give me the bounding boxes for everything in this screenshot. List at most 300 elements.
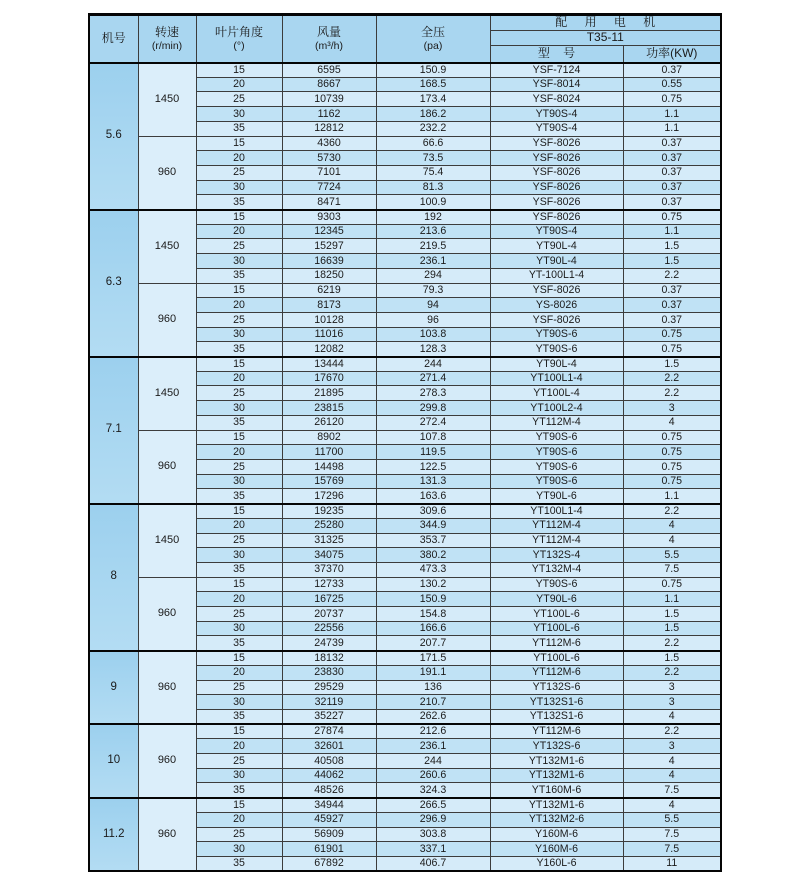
- angle-cell: 15: [196, 136, 282, 151]
- power-cell: 7.5: [623, 562, 721, 577]
- angle-cell: 30: [196, 768, 282, 783]
- spec-table-body: [89, 63, 721, 872]
- flow-cell: 45927: [282, 812, 376, 827]
- power-cell: 7.5: [623, 842, 721, 857]
- pressure-cell: 212.6: [376, 724, 490, 739]
- angle-cell: 20: [196, 445, 282, 460]
- machine-cell: 9: [89, 651, 138, 725]
- flow-cell: 21895: [282, 386, 376, 401]
- model-cell: YT100L1-4: [490, 504, 623, 519]
- flow-cell: 32119: [282, 695, 376, 710]
- power-cell: 0.75: [623, 474, 721, 489]
- pressure-cell: 150.9: [376, 592, 490, 607]
- model-cell: YSF-8026: [490, 195, 623, 210]
- angle-cell: 35: [196, 415, 282, 430]
- flow-cell: 11016: [282, 327, 376, 342]
- power-cell: 0.55: [623, 77, 721, 92]
- pressure-cell: 166.6: [376, 621, 490, 636]
- model-cell: YT90S-6: [490, 459, 623, 474]
- model-cell: YT132M1-6: [490, 754, 623, 769]
- col-header-pressure-unit: (pa): [423, 39, 443, 52]
- table-row: [89, 430, 721, 445]
- model-cell: YT132M1-6: [490, 798, 623, 813]
- power-cell: 1.1: [623, 224, 721, 239]
- pressure-cell: 192: [376, 210, 490, 225]
- power-cell: 1.5: [623, 607, 721, 622]
- col-header-model: 型 号: [490, 46, 623, 63]
- model-cell: YSF-8026: [490, 283, 623, 298]
- power-cell: 1.5: [623, 621, 721, 636]
- pressure-cell: 94: [376, 298, 490, 313]
- pressure-cell: 128.3: [376, 342, 490, 357]
- angle-cell: 35: [196, 709, 282, 724]
- power-cell: 0.37: [623, 195, 721, 210]
- power-cell: 1.5: [623, 357, 721, 372]
- angle-cell: 15: [196, 210, 282, 225]
- flow-cell: 12082: [282, 342, 376, 357]
- flow-cell: 31325: [282, 533, 376, 548]
- pressure-cell: 324.3: [376, 783, 490, 798]
- angle-cell: 30: [196, 401, 282, 416]
- angle-cell: 30: [196, 548, 282, 563]
- motor-series-label: T35-11: [490, 31, 721, 46]
- flow-cell: 17670: [282, 371, 376, 386]
- pressure-cell: 191.1: [376, 665, 490, 680]
- col-header-power: 功率(KW): [623, 46, 721, 63]
- angle-cell: 15: [196, 63, 282, 78]
- machine-cell: 10: [89, 724, 138, 798]
- angle-cell: 25: [196, 680, 282, 695]
- flow-cell: 34075: [282, 548, 376, 563]
- power-cell: 3: [623, 401, 721, 416]
- model-cell: YT90S-4: [490, 224, 623, 239]
- power-cell: 1.1: [623, 107, 721, 122]
- flow-cell: 15297: [282, 239, 376, 254]
- model-cell: YT132S-4: [490, 548, 623, 563]
- flow-cell: 56909: [282, 827, 376, 842]
- flow-cell: 8902: [282, 430, 376, 445]
- power-cell: 0.37: [623, 136, 721, 151]
- flow-cell: 27874: [282, 724, 376, 739]
- angle-cell: 25: [196, 312, 282, 327]
- pressure-cell: 266.5: [376, 798, 490, 813]
- angle-cell: 25: [196, 165, 282, 180]
- col-header-machine: 机号: [89, 15, 138, 63]
- pressure-cell: 103.8: [376, 327, 490, 342]
- flow-cell: 48526: [282, 783, 376, 798]
- power-cell: 0.37: [623, 180, 721, 195]
- angle-cell: 35: [196, 562, 282, 577]
- flow-cell: 17296: [282, 489, 376, 504]
- model-cell: Y160M-6: [490, 842, 623, 857]
- flow-cell: 35227: [282, 709, 376, 724]
- flow-cell: 22556: [282, 621, 376, 636]
- machine-cell: 8: [89, 504, 138, 651]
- angle-cell: 35: [196, 195, 282, 210]
- angle-cell: 35: [196, 783, 282, 798]
- pressure-cell: 353.7: [376, 533, 490, 548]
- rpm-cell: 960: [138, 283, 196, 357]
- angle-cell: 35: [196, 268, 282, 283]
- model-cell: YT132S1-6: [490, 695, 623, 710]
- angle-cell: 20: [196, 592, 282, 607]
- pressure-cell: 119.5: [376, 445, 490, 460]
- angle-cell: 25: [196, 239, 282, 254]
- angle-cell: 25: [196, 607, 282, 622]
- pressure-cell: 406.7: [376, 856, 490, 871]
- model-cell: YT90L-6: [490, 592, 623, 607]
- angle-cell: 25: [196, 754, 282, 769]
- model-cell: YT90L-4: [490, 239, 623, 254]
- table-row: [89, 136, 721, 151]
- pressure-cell: 171.5: [376, 651, 490, 666]
- col-header-pressure: [376, 15, 490, 63]
- pressure-cell: 236.1: [376, 739, 490, 754]
- model-cell: YT132S-6: [490, 739, 623, 754]
- pressure-cell: 186.2: [376, 107, 490, 122]
- flow-cell: 8667: [282, 77, 376, 92]
- power-cell: 0.75: [623, 577, 721, 592]
- model-cell: YT100L2-4: [490, 401, 623, 416]
- flow-cell: 18250: [282, 268, 376, 283]
- flow-cell: 16725: [282, 592, 376, 607]
- flow-cell: 18132: [282, 651, 376, 666]
- angle-cell: 35: [196, 489, 282, 504]
- pressure-cell: 163.6: [376, 489, 490, 504]
- model-cell: YT112M-6: [490, 724, 623, 739]
- power-cell: 4: [623, 798, 721, 813]
- pressure-cell: 296.9: [376, 812, 490, 827]
- angle-cell: 20: [196, 77, 282, 92]
- angle-cell: 25: [196, 827, 282, 842]
- pressure-cell: 66.6: [376, 136, 490, 151]
- model-cell: YT112M-6: [490, 636, 623, 651]
- table-row: [89, 504, 721, 519]
- flow-cell: 24739: [282, 636, 376, 651]
- angle-cell: 20: [196, 224, 282, 239]
- flow-cell: 29529: [282, 680, 376, 695]
- power-cell: 3: [623, 695, 721, 710]
- model-cell: Y160L-6: [490, 856, 623, 871]
- pressure-cell: 173.4: [376, 92, 490, 107]
- power-cell: 0.37: [623, 165, 721, 180]
- flow-cell: 6219: [282, 283, 376, 298]
- pressure-cell: 244: [376, 754, 490, 769]
- model-cell: YT100L1-4: [490, 371, 623, 386]
- flow-cell: 40508: [282, 754, 376, 769]
- power-cell: 2.2: [623, 386, 721, 401]
- flow-cell: 8471: [282, 195, 376, 210]
- model-cell: YT90S-6: [490, 342, 623, 357]
- col-header-flow-title: 风量: [316, 24, 341, 39]
- power-cell: 3: [623, 680, 721, 695]
- flow-cell: 26120: [282, 415, 376, 430]
- power-cell: 0.75: [623, 92, 721, 107]
- pressure-cell: 344.9: [376, 518, 490, 533]
- model-cell: YSF-8026: [490, 151, 623, 166]
- power-cell: 0.37: [623, 151, 721, 166]
- flow-cell: 11700: [282, 445, 376, 460]
- rpm-cell: 1450: [138, 357, 196, 431]
- angle-cell: 30: [196, 695, 282, 710]
- pressure-cell: 207.7: [376, 636, 490, 651]
- flow-cell: 12733: [282, 577, 376, 592]
- col-header-speed: [138, 15, 196, 63]
- pressure-cell: 154.8: [376, 607, 490, 622]
- power-cell: 2.2: [623, 504, 721, 519]
- flow-cell: 25280: [282, 518, 376, 533]
- flow-cell: 9303: [282, 210, 376, 225]
- flow-cell: 61901: [282, 842, 376, 857]
- rpm-cell: 960: [138, 136, 196, 210]
- table-row: [89, 577, 721, 592]
- power-cell: 4: [623, 709, 721, 724]
- angle-cell: 30: [196, 107, 282, 122]
- pressure-cell: 299.8: [376, 401, 490, 416]
- angle-cell: 25: [196, 386, 282, 401]
- pressure-cell: 107.8: [376, 430, 490, 445]
- flow-cell: 19235: [282, 504, 376, 519]
- rpm-cell: 1450: [138, 210, 196, 284]
- flow-cell: 10128: [282, 312, 376, 327]
- model-cell: YT90S-6: [490, 430, 623, 445]
- angle-cell: 30: [196, 327, 282, 342]
- pressure-cell: 271.4: [376, 371, 490, 386]
- model-cell: YSF-8026: [490, 210, 623, 225]
- flow-cell: 6595: [282, 63, 376, 78]
- model-cell: YT90S-6: [490, 474, 623, 489]
- model-cell: YT90L-6: [490, 489, 623, 504]
- flow-cell: 1162: [282, 107, 376, 122]
- model-cell: YT-100L1-4: [490, 268, 623, 283]
- power-cell: 1.5: [623, 651, 721, 666]
- pressure-cell: 232.2: [376, 121, 490, 136]
- model-cell: YS-8026: [490, 298, 623, 313]
- model-cell: YT112M-4: [490, 533, 623, 548]
- flow-cell: 44062: [282, 768, 376, 783]
- col-header-speed-title: 转速: [154, 24, 179, 39]
- model-cell: YT100L-6: [490, 621, 623, 636]
- flow-cell: 23830: [282, 665, 376, 680]
- power-cell: 11: [623, 856, 721, 871]
- angle-cell: 15: [196, 724, 282, 739]
- model-cell: YSF-8026: [490, 180, 623, 195]
- model-cell: YSF-7124: [490, 63, 623, 78]
- model-cell: YT90S-6: [490, 577, 623, 592]
- angle-cell: 20: [196, 371, 282, 386]
- power-cell: 0.75: [623, 210, 721, 225]
- power-cell: 1.1: [623, 121, 721, 136]
- flow-cell: 67892: [282, 856, 376, 871]
- power-cell: 0.75: [623, 327, 721, 342]
- rpm-cell: 1450: [138, 63, 196, 137]
- angle-cell: 20: [196, 298, 282, 313]
- col-header-flow-unit: (m³/h): [315, 39, 343, 52]
- pressure-cell: 122.5: [376, 459, 490, 474]
- angle-cell: 25: [196, 533, 282, 548]
- pressure-cell: 380.2: [376, 548, 490, 563]
- pressure-cell: 210.7: [376, 695, 490, 710]
- model-cell: YT100L-6: [490, 651, 623, 666]
- angle-cell: 15: [196, 357, 282, 372]
- pressure-cell: 337.1: [376, 842, 490, 857]
- angle-cell: 15: [196, 283, 282, 298]
- power-cell: 2.2: [623, 371, 721, 386]
- model-cell: YT160M-6: [490, 783, 623, 798]
- col-header-pressure-title: 全压: [420, 24, 445, 39]
- flow-cell: 34944: [282, 798, 376, 813]
- model-cell: Y160M-6: [490, 827, 623, 842]
- col-header-flow: [282, 15, 376, 63]
- col-header-speed-unit: (r/min): [151, 39, 183, 52]
- pressure-cell: 272.4: [376, 415, 490, 430]
- power-cell: 4: [623, 518, 721, 533]
- power-cell: 2.2: [623, 636, 721, 651]
- model-cell: YSF-8014: [490, 77, 623, 92]
- rpm-cell: 960: [138, 651, 196, 725]
- rpm-cell: 960: [138, 430, 196, 504]
- power-cell: 3: [623, 739, 721, 754]
- angle-cell: 15: [196, 577, 282, 592]
- angle-cell: 35: [196, 121, 282, 136]
- table-row: [89, 210, 721, 225]
- rpm-cell: 960: [138, 577, 196, 651]
- pressure-cell: 79.3: [376, 283, 490, 298]
- angle-cell: 35: [196, 636, 282, 651]
- table-row: [89, 651, 721, 666]
- machine-cell: 5.6: [89, 63, 138, 210]
- angle-cell: 20: [196, 665, 282, 680]
- power-cell: 0.75: [623, 430, 721, 445]
- model-cell: YT132M2-6: [490, 812, 623, 827]
- pressure-cell: 262.6: [376, 709, 490, 724]
- angle-cell: 15: [196, 798, 282, 813]
- flow-cell: 16639: [282, 254, 376, 269]
- angle-cell: 30: [196, 254, 282, 269]
- pressure-cell: 100.9: [376, 195, 490, 210]
- machine-cell: 6.3: [89, 210, 138, 357]
- model-cell: YT90S-4: [490, 121, 623, 136]
- power-cell: 4: [623, 533, 721, 548]
- flow-cell: 7101: [282, 165, 376, 180]
- angle-cell: 30: [196, 474, 282, 489]
- angle-cell: 35: [196, 342, 282, 357]
- model-cell: YSF-8026: [490, 312, 623, 327]
- flow-cell: 12812: [282, 121, 376, 136]
- model-cell: YT132M-4: [490, 562, 623, 577]
- power-cell: 0.37: [623, 283, 721, 298]
- power-cell: 1.1: [623, 592, 721, 607]
- power-cell: 0.75: [623, 342, 721, 357]
- power-cell: 0.37: [623, 298, 721, 313]
- flow-cell: 15769: [282, 474, 376, 489]
- model-cell: YT100L-4: [490, 386, 623, 401]
- model-cell: YT90L-4: [490, 357, 623, 372]
- pressure-cell: 294: [376, 268, 490, 283]
- model-cell: YT90L-4: [490, 254, 623, 269]
- power-cell: 7.5: [623, 827, 721, 842]
- power-cell: 2.2: [623, 724, 721, 739]
- flow-cell: 23815: [282, 401, 376, 416]
- pressure-cell: 213.6: [376, 224, 490, 239]
- pressure-cell: 73.5: [376, 151, 490, 166]
- machine-cell: 11.2: [89, 798, 138, 872]
- table-row: [89, 798, 721, 813]
- model-cell: YT90S-6: [490, 445, 623, 460]
- flow-cell: 20737: [282, 607, 376, 622]
- angle-cell: 35: [196, 856, 282, 871]
- angle-cell: 25: [196, 459, 282, 474]
- flow-cell: 13444: [282, 357, 376, 372]
- pressure-cell: 131.3: [376, 474, 490, 489]
- pressure-cell: 81.3: [376, 180, 490, 195]
- angle-cell: 20: [196, 812, 282, 827]
- angle-cell: 30: [196, 621, 282, 636]
- pressure-cell: 75.4: [376, 165, 490, 180]
- power-cell: 1.5: [623, 239, 721, 254]
- col-header-angle-unit: (°): [233, 39, 245, 52]
- angle-cell: 15: [196, 651, 282, 666]
- table-row: [89, 283, 721, 298]
- model-cell: YT90S-4: [490, 107, 623, 122]
- power-cell: 1.5: [623, 254, 721, 269]
- pressure-cell: 278.3: [376, 386, 490, 401]
- angle-cell: 30: [196, 180, 282, 195]
- rpm-cell: 960: [138, 798, 196, 872]
- model-cell: YT112M-6: [490, 665, 623, 680]
- angle-cell: 25: [196, 92, 282, 107]
- col-header-angle-title: 叶片角度: [214, 24, 263, 39]
- model-cell: YT132S-6: [490, 680, 623, 695]
- flow-cell: 5730: [282, 151, 376, 166]
- machine-cell: 7.1: [89, 357, 138, 504]
- model-cell: YT112M-4: [490, 518, 623, 533]
- fan-spec-table: [88, 13, 722, 872]
- power-cell: 0.75: [623, 445, 721, 460]
- pressure-cell: 130.2: [376, 577, 490, 592]
- power-cell: 5.5: [623, 548, 721, 563]
- table-row: [89, 63, 721, 78]
- pressure-cell: 168.5: [376, 77, 490, 92]
- flow-cell: 12345: [282, 224, 376, 239]
- rpm-cell: 960: [138, 724, 196, 798]
- angle-cell: 20: [196, 151, 282, 166]
- pressure-cell: 96: [376, 312, 490, 327]
- angle-cell: 20: [196, 518, 282, 533]
- power-cell: 0.75: [623, 459, 721, 474]
- pressure-cell: 260.6: [376, 768, 490, 783]
- flow-cell: 4360: [282, 136, 376, 151]
- power-cell: 2.2: [623, 268, 721, 283]
- pressure-cell: 136: [376, 680, 490, 695]
- pressure-cell: 473.3: [376, 562, 490, 577]
- power-cell: 4: [623, 768, 721, 783]
- power-cell: 2.2: [623, 665, 721, 680]
- angle-cell: 20: [196, 739, 282, 754]
- table-row: [89, 724, 721, 739]
- col-header-angle: [196, 15, 282, 63]
- flow-cell: 8173: [282, 298, 376, 313]
- rpm-cell: 1450: [138, 504, 196, 578]
- power-cell: 4: [623, 415, 721, 430]
- col-header-motor-group: 配 用 电 机: [490, 15, 721, 31]
- model-cell: YSF-8026: [490, 136, 623, 151]
- power-cell: 4: [623, 754, 721, 769]
- flow-cell: 10739: [282, 92, 376, 107]
- pressure-cell: 150.9: [376, 63, 490, 78]
- angle-cell: 15: [196, 430, 282, 445]
- model-cell: YT90S-6: [490, 327, 623, 342]
